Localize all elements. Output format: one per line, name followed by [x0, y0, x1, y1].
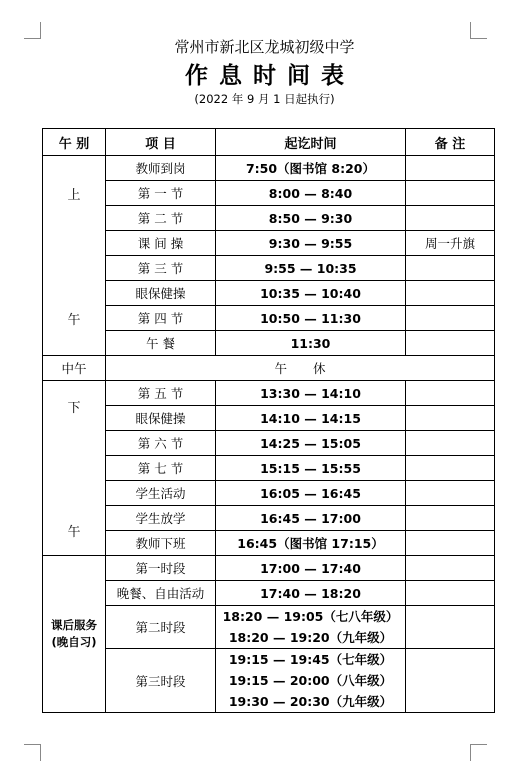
time-cell: 10:35 — 10:40 [216, 281, 406, 306]
time-cell: 14:10 — 14:15 [216, 406, 406, 431]
item-cell: 学生放学 [106, 506, 216, 531]
time-cell: 15:15 — 15:55 [216, 456, 406, 481]
period-label-noon: 中午 [43, 356, 106, 381]
time-cell: 16:45 — 17:00 [216, 506, 406, 531]
table-row [43, 431, 495, 456]
table-row [43, 506, 495, 531]
note-cell [406, 431, 495, 456]
table-row [43, 581, 495, 606]
schedule-table [42, 128, 495, 713]
note-cell [406, 649, 495, 713]
note-cell [406, 381, 495, 406]
item-cell: 第二时段 [106, 606, 216, 649]
time-line: 19:30 — 20:30（九年级） [228, 694, 393, 709]
table-row [43, 456, 495, 481]
page-title: 作息时间表 [185, 63, 355, 89]
item-cell: 眼保健操 [106, 406, 216, 431]
time-cell [216, 606, 406, 649]
table-row [43, 206, 495, 231]
note-cell [406, 506, 495, 531]
time-cell: 11:30 [216, 331, 406, 356]
noon-rest-text: 午休 [274, 361, 352, 376]
item-cell: 课 间 操 [106, 231, 216, 256]
time-cell: 14:25 — 15:05 [216, 431, 406, 456]
time-cell: 8:00 — 8:40 [216, 181, 406, 206]
time-cell: 9:30 — 9:55 [216, 231, 406, 256]
item-cell: 第 二 节 [106, 206, 216, 231]
school-name: 常州市新北区龙城初级中学 [174, 38, 355, 56]
time-cell: 10:50 — 11:30 [216, 306, 406, 331]
note-cell [406, 556, 495, 581]
item-cell: 教师下班 [106, 531, 216, 556]
table-row [43, 406, 495, 431]
item-cell: 第一时段 [106, 556, 216, 581]
time-cell [216, 649, 406, 713]
table-row [43, 281, 495, 306]
note-cell [406, 306, 495, 331]
table-row [43, 231, 495, 256]
time-cell: 17:40 — 18:20 [216, 581, 406, 606]
table-row-noon [43, 356, 495, 381]
note-cell [406, 256, 495, 281]
note-cell [406, 481, 495, 506]
time-cell: 7:50（图书馆 8:20） [216, 156, 406, 181]
item-cell: 第 四 节 [106, 306, 216, 331]
column-header-time: 起讫时间 [216, 129, 406, 156]
time-line: 19:15 — 20:00（八年级） [228, 673, 393, 688]
period-label-morning-bottom: 午 [67, 313, 81, 328]
item-cell: 第 七 节 [106, 456, 216, 481]
table-row [43, 331, 495, 356]
note-cell [406, 156, 495, 181]
item-cell: 眼保健操 [106, 281, 216, 306]
time-cell: 8:50 — 9:30 [216, 206, 406, 231]
time-cell: 16:45（图书馆 17:15） [216, 531, 406, 556]
effective-date: (2022 年 9 月 1 日起执行) [194, 92, 335, 106]
period-label-evening [43, 556, 106, 713]
table-row [43, 556, 495, 581]
time-line: 18:20 — 19:05（七八年级） [222, 609, 399, 624]
period-label-evening-line1: 课后服务 [51, 618, 97, 632]
page-corner-mark-bottom-right [470, 744, 487, 761]
item-cell: 第 六 节 [106, 431, 216, 456]
time-line: 18:20 — 19:20（九年级） [228, 630, 393, 645]
time-cell: 9:55 — 10:35 [216, 256, 406, 281]
time-line: 19:15 — 19:45（七年级） [228, 652, 393, 667]
note-cell [406, 281, 495, 306]
period-label-afternoon-top: 下 [67, 401, 81, 416]
period-label-afternoon-bottom: 午 [67, 525, 81, 540]
table-row [43, 531, 495, 556]
note-cell [406, 606, 495, 649]
column-header-period: 午 别 [43, 129, 106, 156]
item-cell: 第 一 节 [106, 181, 216, 206]
period-label-afternoon [43, 381, 106, 556]
time-cell: 16:05 — 16:45 [216, 481, 406, 506]
item-cell: 学生活动 [106, 481, 216, 506]
table-row [43, 306, 495, 331]
time-cell: 17:00 — 17:40 [216, 556, 406, 581]
table-row [43, 156, 495, 181]
table-row [43, 381, 495, 406]
item-cell: 第 五 节 [106, 381, 216, 406]
note-cell [406, 181, 495, 206]
table-row [43, 256, 495, 281]
note-cell [406, 531, 495, 556]
time-cell: 13:30 — 14:10 [216, 381, 406, 406]
period-label-evening-line2: (晚自习) [51, 635, 97, 649]
period-label-morning [43, 156, 106, 356]
page-corner-mark-bottom-left [24, 744, 41, 761]
note-cell [406, 331, 495, 356]
note-cell [406, 206, 495, 231]
table-row [43, 649, 495, 713]
item-cell: 晚餐、自由活动 [106, 581, 216, 606]
table-header-row [43, 129, 495, 156]
item-cell: 教师到岗 [106, 156, 216, 181]
table-row [43, 606, 495, 649]
note-cell: 周一升旗 [406, 231, 495, 256]
noon-rest-cell [106, 356, 495, 381]
note-cell [406, 581, 495, 606]
table-row [43, 481, 495, 506]
column-header-item: 项 目 [106, 129, 216, 156]
table-row [43, 181, 495, 206]
note-cell [406, 456, 495, 481]
period-label-morning-top: 上 [67, 188, 81, 203]
item-cell: 第 三 节 [106, 256, 216, 281]
column-header-note: 备 注 [406, 129, 495, 156]
item-cell: 第三时段 [106, 649, 216, 713]
note-cell [406, 406, 495, 431]
item-cell: 午 餐 [106, 331, 216, 356]
